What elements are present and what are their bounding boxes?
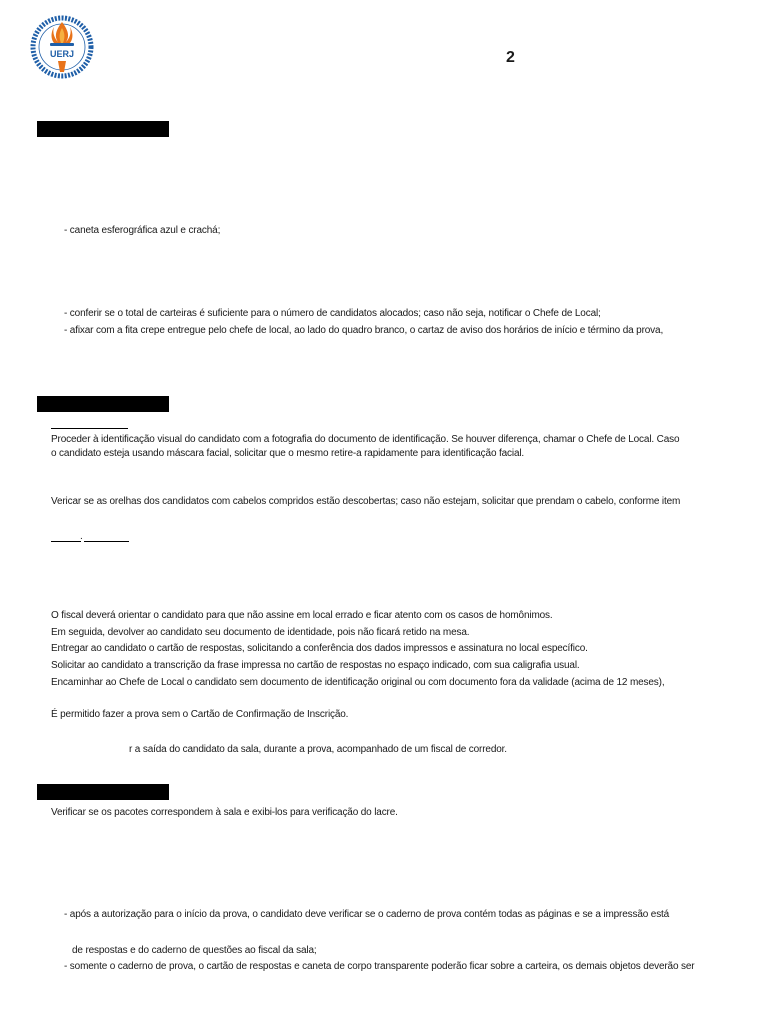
paragraph-rest: car se as orelhas dos candidatos com cabelos compridos estão descobertas; caso não estejam, solicitar que prendam o cabelo, conforme item: [67, 496, 681, 507]
paragraph-line: Verificar se os pacotes correspondem à sala e exibi-los para verificação do lacre.: [51, 807, 398, 818]
underline-rule: [51, 428, 128, 429]
list-item: - somente o caderno de prova, o cartão de respostas e caneta de corpo transparente poderão ficar sobre a carteira, os demais objetos deverão ser: [64, 961, 695, 972]
redacted-section-heading: [37, 121, 169, 137]
list-item: de respostas e do caderno de questões ao fiscal da sala;: [72, 945, 317, 956]
paragraph-line: Em seguida, devolver ao candidato seu documento de identidade, pois não ficará retido na mesa.: [51, 627, 470, 638]
logo-text: UERJ: [49, 49, 75, 59]
underline-rule: [51, 541, 81, 542]
university-logo: [30, 14, 94, 80]
page-number: 2: [506, 49, 515, 66]
redacted-section-heading: [37, 784, 169, 800]
paragraph-line: Solicitar ao candidato a transcrição da frase impressa no cartão de respostas no espaço indicado, com sua caligrafia usual.: [51, 660, 580, 671]
list-item: - afixar com a fita crepe entregue pelo chefe de local, ao lado do quadro branco, o cartaz de aviso dos horários de início e término da prova,: [64, 325, 664, 336]
paragraph-line: o candidato esteja usando máscara facial, solicitar que o mesmo retire-a rapidamente para identificação facial.: [51, 448, 525, 459]
paragraph-line: Proceder à identificação visual do candidato com a fotografia do documento de identificação. Se houver diferença, chamar o Chefe de Local. Caso: [51, 434, 680, 445]
item-reference: .: [80, 531, 83, 542]
paragraph-line: O fiscal deverá orientar o candidato para que não assine em local errado e ficar atento com os casos de homônimos.: [51, 610, 553, 621]
paragraph-start: Veri: [51, 496, 68, 507]
list-item: - caneta esferográfica azul e crachá;: [64, 225, 221, 236]
paragraph-line: [51, 495, 680, 508]
paragraph-line: Entregar ao candidato o cartão de respostas, solicitando a conferência dos dados impressos e assinatura no local específico.: [51, 643, 588, 654]
uerj-seal-icon: [30, 14, 94, 80]
list-item: - após a autorização para o início da prova, o candidato deve verificar se o caderno de prova contém todas as páginas e se a impressão está: [64, 909, 670, 920]
list-item: - conferir se o total de carteiras é suficiente para o número de candidatos alocados; caso não seja, notificar o Chefe de Local;: [64, 308, 601, 319]
note-line: É permitido fazer a prova sem o Cartão de Confirmação de Inscrição.: [51, 709, 349, 720]
paragraph-line: r a saída do candidato da sala, durante a prova, acompanhado de um fiscal de corredor.: [129, 744, 507, 755]
underline-rule: [84, 541, 129, 542]
redacted-section-heading: [37, 396, 169, 412]
paragraph-line: Encaminhar ao Chefe de Local o candidato sem documento de identificação original ou com documento fora da validade (acima de 12 meses),: [51, 677, 665, 688]
